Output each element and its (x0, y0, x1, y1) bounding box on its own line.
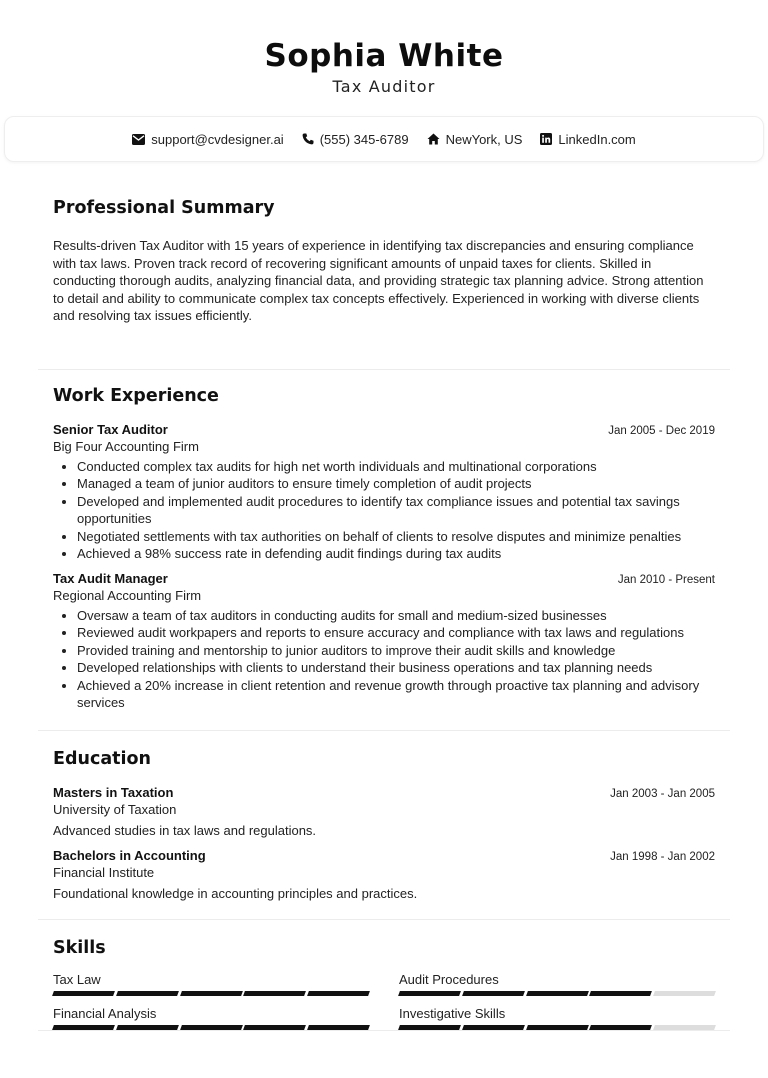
school: University of Taxation (53, 801, 177, 817)
skill-level-segment (526, 991, 589, 996)
education-dates: Jan 1998 - Jan 2002 (610, 850, 715, 863)
skill-level-bar (53, 1025, 369, 1030)
contact-phone[interactable] (302, 132, 409, 147)
education-description: Foundational knowledge in accounting principles and practices. (53, 885, 418, 901)
skill-level-segment (243, 1025, 306, 1030)
summary-section (38, 162, 730, 370)
skill-level-bar (399, 1025, 715, 1030)
skill-item (399, 972, 715, 996)
degree: Masters in Taxation (53, 784, 174, 800)
list-item: • Oversaw a team of tax auditors in conducting audits for small and medium-sized businesses (77, 607, 715, 625)
list-item: • Negotiated settlements with tax authorities on behalf of clients to resolve disputes and minimize penalties (77, 528, 715, 546)
skill-level-segment (52, 1025, 115, 1030)
list-item: • Reviewed audit workpapers and reports to ensure accuracy and compliance with tax laws and regulations (77, 624, 715, 642)
contact-email[interactable] (132, 132, 283, 147)
job-bullets (53, 607, 715, 712)
candidate-name: Sophia White (264, 38, 504, 74)
skill-name: Audit Procedures (399, 971, 499, 987)
skill-level-segment (462, 991, 525, 996)
job-dates: Jan 2005 - Dec 2019 (608, 424, 715, 437)
skill-level-segment (116, 991, 179, 996)
section-title: Work Experience (53, 385, 219, 406)
job-position: Tax Audit Manager (53, 570, 168, 586)
job-company: Regional Accounting Firm (53, 587, 202, 603)
skill-level-segment (589, 1025, 652, 1030)
contact-bar (4, 116, 764, 162)
phone-text: (555) 345-6789 (319, 131, 409, 147)
skill-item (399, 1006, 715, 1030)
skill-item (53, 972, 369, 996)
skill-level-bar (53, 991, 369, 996)
degree: Bachelors in Accounting (53, 847, 206, 863)
skill-level-segment (589, 991, 652, 996)
school: Financial Institute (53, 864, 155, 880)
skill-level-segment (653, 1025, 716, 1030)
skill-level-segment (398, 1025, 461, 1030)
skill-level-segment (116, 1025, 179, 1030)
job-position: Senior Tax Auditor (53, 421, 168, 437)
list-item: • Achieved a 98% success rate in defending audit findings during tax audits (77, 545, 715, 563)
skill-level-segment (180, 1025, 243, 1030)
skill-name: Investigative Skills (399, 1005, 506, 1021)
skills-grid (53, 972, 715, 1030)
education-entry (53, 848, 715, 901)
skill-level-segment (180, 991, 243, 996)
skill-level-segment (307, 991, 370, 996)
skill-level-segment (653, 991, 716, 996)
list-item: • Provided training and mentorship to junior auditors to improve their audit skills and knowledge (77, 642, 715, 660)
education-section (38, 731, 730, 920)
education-entry (53, 785, 715, 838)
skill-level-segment (462, 1025, 525, 1030)
job-entry (53, 571, 715, 712)
skill-level-segment (398, 991, 461, 996)
linkedin-text: LinkedIn.com (558, 131, 636, 147)
email-text: support@cvdesigner.ai (151, 131, 284, 147)
home-icon (427, 133, 440, 145)
section-title: Education (53, 748, 151, 769)
list-item: • Conducted complex tax audits for high net worth individuals and multinational corporations (77, 458, 715, 476)
job-dates: Jan 2010 - Present (617, 573, 715, 586)
list-item: • Achieved a 20% increase in client retention and revenue growth through proactive tax planning and advisory services (77, 677, 715, 712)
skill-name: Financial Analysis (53, 1005, 157, 1021)
job-title: Tax Auditor (332, 77, 436, 96)
location-text: NewYork, US (445, 131, 523, 147)
job-company: Big Four Accounting Firm (53, 438, 199, 454)
skill-level-segment (307, 1025, 370, 1030)
phone-icon (302, 133, 314, 145)
list-item: • Managed a team of junior auditors to ensure timely completion of audit projects (77, 475, 715, 493)
summary-text: Results-driven Tax Auditor with 15 years of experience in identifying tax discrepancies and ensuring compliance with tax laws. Proven track record of recovering significant amounts of unpaid taxes for clients. Skilled in conducting thorough audits, analyzing financial data, and providing strategic tax planning advice. Strong attention to detail and ability to communicate complex tax concepts effectively. Experienced in working with diverse clients and resolving tax issues efficiently. (53, 238, 704, 323)
section-title: Skills (53, 937, 106, 958)
job-bullets (53, 458, 715, 563)
contact-linkedin[interactable] (540, 132, 635, 147)
section-title: Professional Summary (53, 198, 275, 218)
skills-section (38, 920, 730, 1031)
envelope-icon (132, 134, 145, 145)
skill-level-segment (52, 991, 115, 996)
list-item: • Developed relationships with clients to understand their business operations and tax planning needs (77, 659, 715, 677)
skill-level-segment (526, 1025, 589, 1030)
linkedin-icon (540, 133, 552, 145)
list-item: • Developed and implemented audit procedures to identify tax compliance issues and potential tax savings opportunities (77, 493, 715, 528)
skill-name: Tax Law (53, 971, 101, 987)
education-dates: Jan 2003 - Jan 2005 (610, 787, 715, 800)
resume-header (0, 0, 768, 96)
skill-item (53, 1006, 369, 1030)
skill-level-segment (243, 991, 306, 996)
education-description: Advanced studies in tax laws and regulations. (53, 822, 317, 838)
experience-section (38, 370, 730, 731)
job-entry (53, 422, 715, 563)
contact-location (427, 132, 523, 147)
skill-level-bar (399, 991, 715, 996)
